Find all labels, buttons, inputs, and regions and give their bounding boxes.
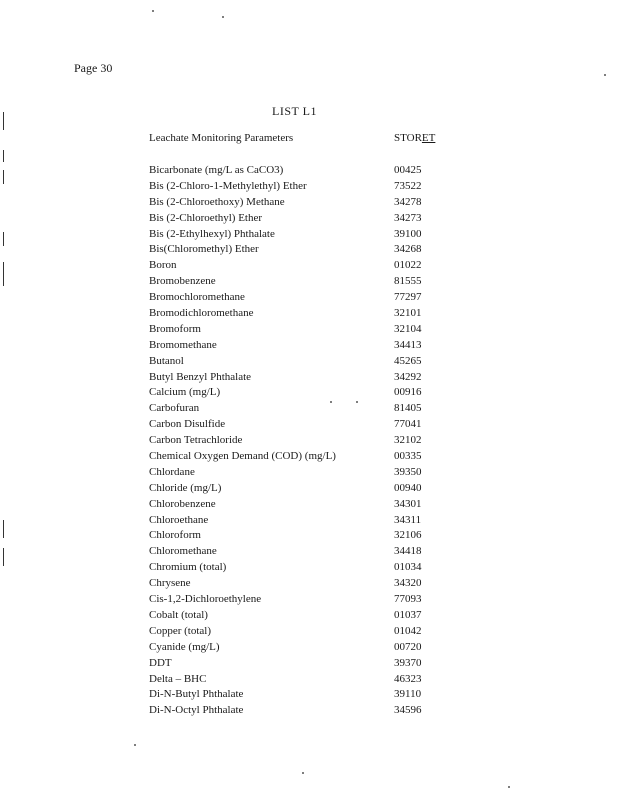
storet-code: 32106 [394,529,422,542]
parameter-name: Bromoform [149,322,201,335]
storet-code: 34320 [394,577,422,590]
parameter-name: Bicarbonate (mg/L as CaCO3) [149,164,284,176]
storet-code: 01037 [394,608,422,621]
table-row [149,195,449,211]
storet-code: 32104 [394,322,422,335]
storet-code: 45265 [394,354,422,367]
parameter-name: Chrysene [149,577,191,590]
scan-dot [222,16,224,18]
storet-code: 00916 [394,386,422,399]
storet-text: STOR [394,132,422,144]
table-row [149,608,449,624]
table-row [149,672,449,688]
parameter-name: Bromomethane [149,338,217,351]
parameter-name: Delta – BHC [149,672,207,685]
table-row [149,687,449,703]
parameter-name: Di-N-Butyl Phthalate [149,688,244,701]
storet-code: 01022 [394,259,422,272]
parameter-name: Bromochloromethane [149,291,245,304]
parameter-name: Cyanide (mg/L) [149,640,220,653]
parameter-name: Carbon Tetrachloride [149,434,243,447]
scan-mark [3,232,4,246]
parameter-name: Bis (2-Chloro-1-Methylethyl) Ether [149,179,307,192]
parameter-name: Chromium (total) [149,561,227,574]
storet-code: 34413 [394,338,422,351]
table-row [149,338,449,354]
parameter-name: Bis (2-Chloroethoxy) Methane [149,195,285,208]
table-row [149,513,449,529]
storet-code: 00335 [394,450,422,463]
storet-code: 73522 [394,179,422,192]
storet-code: 39370 [394,656,422,669]
table-row [149,274,449,290]
parameter-name: Chloromethane [149,545,217,558]
storet-code: 39110 [394,688,422,701]
table-row [149,306,449,322]
table-row [149,354,449,370]
column-header-parameters: Leachate Monitoring Parameters [149,132,294,144]
table-row [149,322,449,338]
storet-code: 34268 [394,243,422,256]
table-row [149,703,449,719]
scan-dot [152,10,154,12]
storet-code: 34301 [394,497,422,510]
parameter-name: Chemical Oxygen Demand (COD) (mg/L) [149,450,336,463]
storet-code: 01034 [394,561,422,574]
storet-code: 32102 [394,434,422,447]
storet-code: 34278 [394,195,422,208]
parameter-list [149,163,449,719]
parameter-name: Carbofuran [149,402,200,415]
parameter-name: Chlordane [149,465,195,478]
parameter-name: Butanol [149,354,184,367]
table-row [149,576,449,592]
storet-code: 34311 [394,513,422,526]
parameter-name: Bromobenzene [149,275,216,288]
storet-code: 46323 [394,672,422,685]
storet-code: 00940 [394,481,422,494]
scan-mark [3,112,4,130]
parameter-name: Bis (2-Ethylhexyl) Phthalate [149,227,275,240]
table-row [149,242,449,258]
parameter-name: Chloride (mg/L) [149,481,222,494]
storet-code: 77297 [394,291,422,304]
table-row [149,481,449,497]
table-row [149,370,449,386]
storet-code: 00720 [394,640,422,653]
scan-mark [3,520,4,538]
table-row [149,401,449,417]
parameter-name: Di-N-Octyl Phthalate [149,704,244,717]
storet-code: 34292 [394,370,422,383]
table-row [149,656,449,672]
parameter-name: Copper (total) [149,624,212,637]
parameter-name: Bis (2-Chloroethyl) Ether [149,211,263,224]
parameter-name: Cis-1,2-Dichloroethylene [149,593,262,606]
parameter-name: DDT [149,656,172,669]
storet-code: 81555 [394,275,422,288]
parameter-name: Chlorobenzene [149,497,216,510]
storet-code: 39100 [394,227,422,240]
table-row [149,258,449,274]
storet-code: 34273 [394,211,422,224]
table-row [149,544,449,560]
table-row [149,465,449,481]
parameter-name: Calcium (mg/L) [149,386,221,399]
table-row [149,211,449,227]
scan-dot [302,772,304,774]
table-row [149,592,449,608]
storet-code: 34418 [394,545,422,558]
storet-code: 77093 [394,593,422,606]
storet-code: 39350 [394,465,422,478]
parameter-name: Chloroform [149,529,201,542]
parameter-name: Boron [149,259,177,272]
storet-code: 00425 [394,164,422,176]
table-row [149,163,449,179]
scan-mark [3,262,4,286]
table-row [149,433,449,449]
table-row [149,385,449,401]
scan-dot [604,74,606,76]
table-row [149,449,449,465]
scan-mark [3,170,4,184]
parameter-name: Chloroethane [149,513,209,526]
storet-underlined-text: ET [421,132,436,144]
page-number: Page 30 [74,61,113,75]
storet-code: 81405 [394,402,422,415]
scan-dot [134,744,136,746]
table-row [149,227,449,243]
storet-code: 32101 [394,307,422,320]
scan-dot [508,786,510,788]
storet-code: 34596 [394,704,422,717]
table-row [149,497,449,513]
parameter-name: Bis(Chloromethyl) Ether [149,243,259,256]
scan-mark [3,548,4,566]
parameter-name: Bromodichloromethane [149,307,254,320]
table-row [149,179,449,195]
parameter-name: Butyl Benzyl Phthalate [149,370,252,383]
table-row [149,640,449,656]
table-row [149,528,449,544]
list-title: LIST L1 [272,104,317,118]
scan-mark [3,150,4,162]
parameter-name: Cobalt (total) [149,608,208,621]
table-row [149,417,449,433]
table-row [149,624,449,640]
storet-code: 01042 [394,624,422,637]
table-row [149,290,449,306]
storet-code: 77041 [394,418,422,431]
column-header-storet [394,132,435,144]
parameter-name: Carbon Disulfide [149,418,226,431]
table-row [149,560,449,576]
